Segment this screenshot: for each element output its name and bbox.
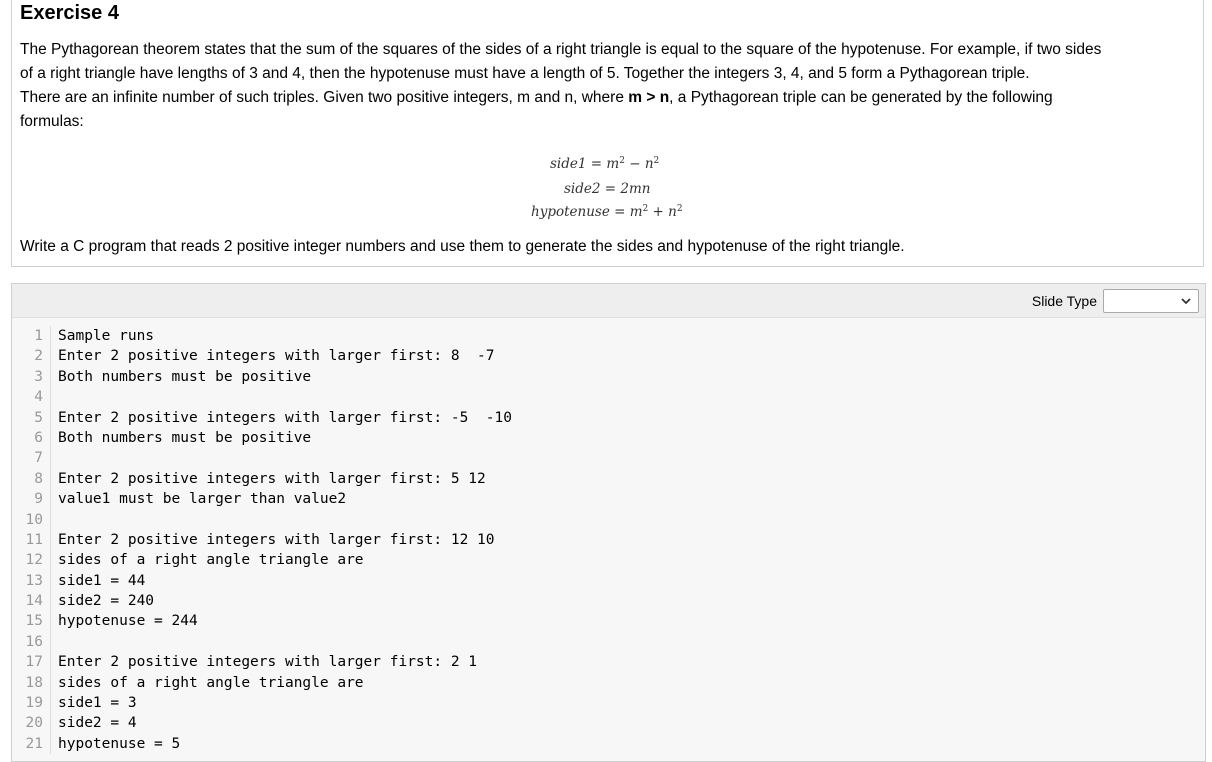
line-number: 16 bbox=[25, 633, 43, 650]
line-number: 17 bbox=[25, 654, 43, 671]
description-line: formulas: bbox=[20, 113, 84, 130]
code-line[interactable] bbox=[12, 408, 1205, 428]
instruction-text: Write a C program that reads 2 positive integer numbers and use them to generate the sides and hypotenuse of the right triangle. bbox=[20, 238, 905, 255]
gutter-divider bbox=[50, 448, 51, 468]
formula-side1: side1 = $m^2 - n^2$ bbox=[550, 156, 660, 172]
gutter-divider bbox=[50, 693, 51, 713]
code-line[interactable] bbox=[12, 510, 1205, 530]
line-number: 21 bbox=[25, 735, 43, 752]
gutter-divider bbox=[50, 530, 51, 550]
code-line[interactable] bbox=[12, 632, 1205, 652]
line-number: 5 bbox=[34, 409, 43, 426]
line-number: 20 bbox=[25, 715, 43, 732]
gutter-divider bbox=[50, 713, 51, 733]
gutter-divider bbox=[50, 652, 51, 672]
code-line[interactable] bbox=[12, 713, 1205, 733]
gutter-divider bbox=[50, 346, 51, 366]
gutter-divider bbox=[50, 387, 51, 407]
code-line-text: hypotenuse = 5 bbox=[58, 735, 181, 752]
code-line-text: Enter 2 positive integers with larger first: 5 12 bbox=[58, 470, 486, 487]
exercise-title: Exercise 4 bbox=[20, 2, 119, 24]
code-line[interactable] bbox=[12, 734, 1205, 754]
gutter-divider bbox=[50, 611, 51, 631]
condition-bold: m > n bbox=[628, 89, 670, 106]
code-line[interactable] bbox=[12, 591, 1205, 611]
gutter-divider bbox=[50, 673, 51, 693]
gutter-divider bbox=[50, 591, 51, 611]
description-line bbox=[20, 86, 1196, 110]
line-number: 19 bbox=[25, 695, 43, 712]
slide-type-label: Slide Type bbox=[1031, 293, 1097, 309]
code-line-text: hypotenuse = 244 bbox=[58, 613, 198, 630]
code-line[interactable] bbox=[12, 387, 1205, 407]
code-line[interactable] bbox=[12, 611, 1205, 631]
code-line[interactable] bbox=[12, 489, 1205, 509]
gutter-divider bbox=[50, 489, 51, 509]
code-line-text: side2 = 4 bbox=[58, 715, 137, 732]
code-line-text: side1 = 3 bbox=[58, 695, 137, 712]
exercise-description bbox=[20, 38, 1196, 134]
gutter-divider bbox=[50, 326, 51, 346]
code-editor[interactable] bbox=[12, 326, 1205, 754]
line-number: 9 bbox=[34, 491, 43, 508]
formula-side2: side2 = 2mn bbox=[564, 181, 651, 197]
markdown-cell[interactable] bbox=[11, 0, 1204, 267]
gutter-divider bbox=[50, 571, 51, 591]
line-number: 13 bbox=[25, 572, 43, 589]
description-line: of a right triangle have lengths of 3 and 4, then the hypotenuse must have a length of 5. Together the integers 3, 4, and 5 form a Pythagorean triple. bbox=[20, 65, 1030, 82]
code-line-text: value1 must be larger than value2 bbox=[58, 491, 347, 508]
code-line-text: side2 = 240 bbox=[58, 593, 155, 610]
line-number: 11 bbox=[25, 531, 43, 548]
code-line[interactable] bbox=[12, 693, 1205, 713]
line-number: 3 bbox=[34, 368, 43, 385]
gutter-divider bbox=[50, 408, 51, 428]
code-line-text: side1 = 44 bbox=[58, 572, 146, 589]
line-number: 6 bbox=[34, 429, 43, 446]
code-line[interactable] bbox=[12, 428, 1205, 448]
code-line[interactable] bbox=[12, 673, 1205, 693]
code-line-text: Both numbers must be positive bbox=[58, 429, 312, 446]
gutter-divider bbox=[50, 550, 51, 570]
code-line[interactable] bbox=[12, 367, 1205, 387]
code-line-text: Sample runs bbox=[58, 328, 155, 344]
line-number: 7 bbox=[34, 450, 43, 467]
line-number: 10 bbox=[25, 511, 43, 528]
code-line-text: Enter 2 positive integers with larger first: 12 10 bbox=[58, 531, 495, 548]
line-number: 15 bbox=[25, 613, 43, 630]
code-cell[interactable] bbox=[11, 283, 1206, 762]
code-line[interactable] bbox=[12, 530, 1205, 550]
code-line-text: Enter 2 positive integers with larger first: 8 -7 bbox=[58, 348, 495, 365]
code-line-text: sides of a right angle triangle are bbox=[58, 552, 364, 569]
gutter-divider bbox=[50, 734, 51, 754]
line-number: 1 bbox=[34, 328, 43, 344]
line-number: 14 bbox=[25, 593, 43, 610]
line-number: 18 bbox=[25, 674, 43, 691]
line-number: 4 bbox=[34, 389, 43, 406]
code-line[interactable] bbox=[12, 652, 1205, 672]
gutter-divider bbox=[50, 632, 51, 652]
code-line-text: Both numbers must be positive bbox=[58, 368, 312, 385]
code-line-text: Enter 2 positive integers with larger first: -5 -10 bbox=[58, 409, 512, 426]
code-line[interactable] bbox=[12, 550, 1205, 570]
line-number: 12 bbox=[25, 552, 43, 569]
formula-hypotenuse: hypotenuse = $m^2 + n^2$ bbox=[531, 204, 683, 220]
gutter-divider bbox=[50, 367, 51, 387]
code-line[interactable] bbox=[12, 448, 1205, 468]
line-number: 8 bbox=[34, 470, 43, 487]
chevron-down-icon bbox=[1180, 295, 1192, 307]
code-line[interactable] bbox=[12, 326, 1205, 346]
description-text: There are an infinite number of such triples. Given two positive integers, m and n, where bbox=[20, 89, 629, 106]
description-text: , a Pythagorean triple can be generated by the following bbox=[669, 89, 1053, 106]
code-line[interactable] bbox=[12, 571, 1205, 591]
code-line[interactable] bbox=[12, 346, 1205, 366]
gutter-divider bbox=[50, 469, 51, 489]
description-line: The Pythagorean theorem states that the sum of the squares of the sides of a right triangle is equal to the square of the hypotenuse. For example, if two sides bbox=[20, 41, 1102, 58]
line-number: 2 bbox=[34, 348, 43, 365]
code-line[interactable] bbox=[12, 469, 1205, 489]
code-line-text: sides of a right angle triangle are bbox=[58, 674, 364, 691]
gutter-divider bbox=[50, 510, 51, 530]
gutter-divider bbox=[50, 428, 51, 448]
slide-type-select[interactable] bbox=[1103, 289, 1199, 313]
code-line-text: Enter 2 positive integers with larger first: 2 1 bbox=[58, 654, 478, 671]
cell-toolbar bbox=[12, 284, 1205, 318]
